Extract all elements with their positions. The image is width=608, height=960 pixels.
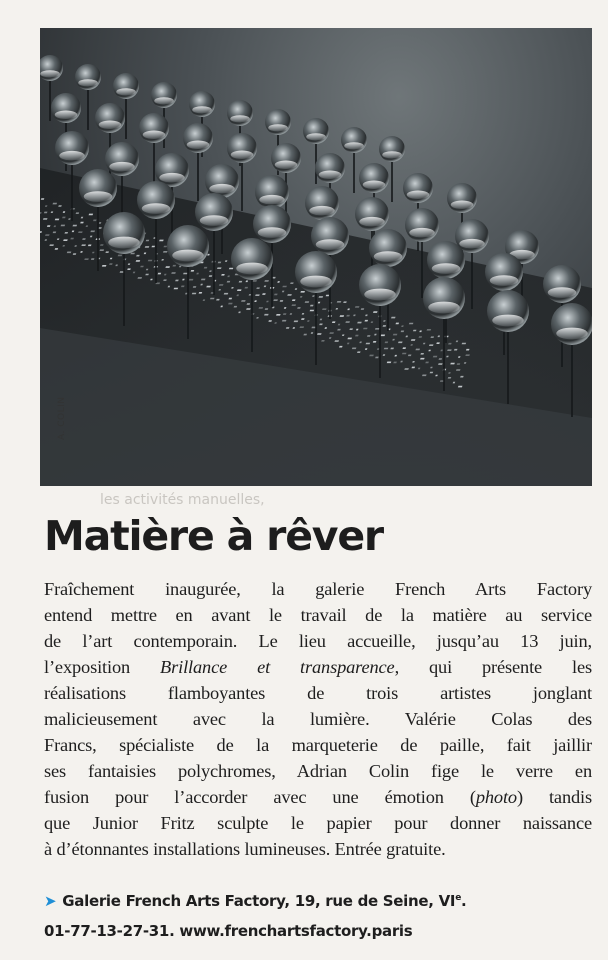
body-line-7: Francs, spécialiste de la marqueterie de paille, fait jaillir <box>44 735 592 755</box>
body-line-5: réalisations flamboyantes de trois artistes jonglant <box>44 683 592 703</box>
venue-address: Galerie French Arts Factory, 19, rue de Seine, VI <box>62 892 456 910</box>
photo-reference: photo <box>475 787 517 807</box>
venue-arrondissement-sup: e <box>455 893 462 903</box>
body-line-9-end: ) tandis <box>516 787 593 807</box>
body-line-1: Fraîchement inaugurée, la galerie French Arts Factory <box>44 579 592 599</box>
body-line-10: que Junior Fritz sculpte le papier pour donner naissance <box>44 813 592 833</box>
body-line-9-start: fusion pour l’accorder avec une émotion ( <box>44 787 476 807</box>
body-line-11: à d’étonnantes installations lumineuses. Entrée gratuite. <box>44 839 446 859</box>
bleed-through-text: les activités manuelles, <box>100 492 265 508</box>
photo-credit: A. COLIN <box>57 396 67 440</box>
exhibition-title: Brillance et transparence <box>160 657 395 677</box>
body-line-9 <box>44 784 592 810</box>
body-line-3: de l’art contemporain. Le lieu accueille, jusqu’au 13 juin, <box>44 631 592 651</box>
article-body <box>44 576 592 862</box>
contact-info: 01-77-13-27-31. www.frenchartsfactory.paris <box>44 922 413 940</box>
article-title: Matière à rêver <box>44 512 383 560</box>
venue-end: . <box>461 892 467 910</box>
body-line-4-start: l’exposition <box>44 657 161 677</box>
right-edge-bleed <box>596 50 608 470</box>
article-photo <box>40 28 592 486</box>
arrow-right-icon: ➤ <box>44 892 57 910</box>
body-line-6: malicieusement avec la lumière. Valérie Colas des <box>44 709 592 729</box>
body-line-8: ses fantaisies polychromes, Adrian Colin fige le verre en <box>44 761 592 781</box>
venue-info <box>44 892 592 910</box>
body-line-4-end: , qui présente les <box>394 657 593 677</box>
body-line-4 <box>44 654 592 680</box>
glass-spheres-on-pins-icon <box>40 28 592 486</box>
body-line-2: entend mettre en avant le travail de la matière au service <box>44 605 592 625</box>
